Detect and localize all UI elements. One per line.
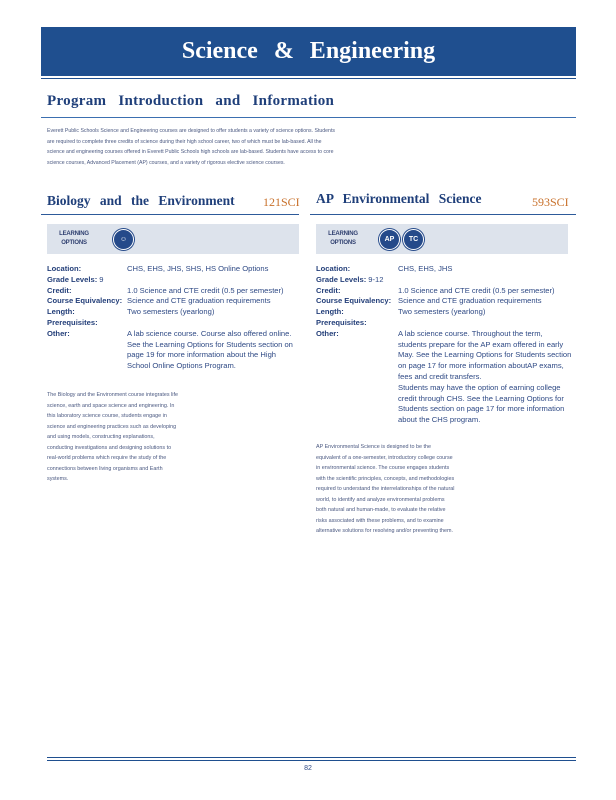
prerequisites-value: [398, 318, 572, 329]
length-value: Two semesters (yearlong): [127, 307, 215, 317]
equivalency-value: Science and CTE graduation requirements: [398, 296, 542, 306]
section-banner: [41, 27, 576, 76]
intro-heading: Program Introduction and Information: [47, 93, 335, 109]
ap-icon: AP: [379, 229, 400, 250]
grade-value: 9: [99, 274, 104, 284]
length-key: Length:: [316, 307, 344, 317]
prerequisites-key: Prerequisites:: [47, 317, 98, 327]
location-value: CHS, EHS, JHS, SHS, HS Online Options: [127, 264, 269, 273]
length-key: Length:: [47, 307, 75, 317]
length-value: Two semesters (yearlong): [398, 307, 486, 317]
other-spacer: [316, 383, 398, 426]
other-key: Other:: [47, 328, 70, 338]
footer-divider: [47, 757, 576, 758]
course-title: Biology and the Environment: [47, 193, 235, 208]
footer-divider: [47, 760, 576, 761]
equivalency-key: Course Equivalency:: [47, 296, 123, 306]
course-code: 121SCI: [263, 195, 300, 209]
credit-value: 1.0 Science and CTE credit (0.5 per semester): [127, 285, 284, 295]
credit-key: Credit:: [47, 285, 72, 295]
other-value: A lab science course. Throughout the term, students prepare for the AP exam offered in early May. See the Learning Options for Students section on page 17 for more information aboutAP exams, fees and credit transfers.: [398, 328, 572, 381]
course-description: The Biology and the Environment course integrates life science, earth and space science and engineering. In this laboratory science course, students engage in science and engineering practices such as developing and using models, constructing explanations, conducting investigations and designing solutions to real-world problems which require the study of the connections between living organisms and Earth systems.: [47, 392, 178, 482]
course-code: 593SCI: [532, 195, 569, 209]
location-key: Location:: [316, 264, 351, 273]
grade-key: Grade Levels:: [47, 274, 98, 284]
learning-options-label: LEARNING OPTIONS: [59, 231, 89, 246]
course-divider: [310, 214, 576, 215]
other-key: Other:: [316, 328, 339, 338]
learning-options-box: [316, 224, 568, 254]
equivalency-key: Course Equivalency:: [316, 296, 392, 306]
equivalency-value: Science and CTE graduation requirements: [127, 296, 271, 306]
course-divider: [41, 214, 299, 215]
location-value: CHS, EHS, JHS: [398, 264, 453, 273]
course-info: [47, 264, 299, 372]
course-description: AP Environmental Science is designed to be the equivalent of a one-semester, introductory college course in environmental science. The course engages students with the scientific principles, concepts, and methodologies required to understand the interrelationships of the natural world, to identify and analyze environmental problems both natural and human-made, to evaluate the relative risks associated with these problems, and to examine alternative solutions for resolving and/or preventing them.: [316, 444, 455, 534]
credit-key: Credit:: [316, 285, 341, 295]
prerequisites-value: [127, 318, 299, 329]
course-info: [316, 264, 572, 426]
other-value-2: Students may have the option of earning college credit through CHS. See the Learning Options for Students section on page 17 for more information about the CHS program.: [398, 382, 565, 425]
prerequisites-key: Prerequisites:: [316, 317, 367, 327]
banner-divider: [41, 78, 576, 79]
section-title: Science & Engineering: [181, 38, 436, 64]
learning-options-box: [47, 224, 299, 254]
learning-options-label: LEARNING OPTIONS: [328, 231, 358, 246]
college-credit-icon: TC: [403, 229, 424, 250]
credit-value: 1.0 Science and CTE credit (0.5 per semester): [398, 285, 555, 295]
grade-key: Grade Levels:: [316, 274, 367, 284]
intro-paragraph: Everett Public Schools Science and Engineering courses are designed to offer students a variety of science options. Students are required to complete three credits of science during their high school career, two of which must be lab-based. All the science and engineering courses offered in Everett Public Schools high schools are lab-based. Students have access to core science courses, Advanced Placement (AP) courses, and a variety of rigorous elective science courses.: [47, 128, 335, 166]
grade-value: 9-12: [368, 274, 384, 284]
course-title: AP Environmental Science: [316, 191, 482, 206]
location-key: Location:: [47, 264, 82, 273]
page-number: 82: [304, 765, 312, 772]
intro-divider: [41, 117, 576, 118]
other-value: A lab science course. Course also offered online. See the Learning Options for Students section on page 19 for more information about the High School Online Options Program.: [127, 328, 293, 371]
online-icon: ☺: [113, 229, 134, 250]
